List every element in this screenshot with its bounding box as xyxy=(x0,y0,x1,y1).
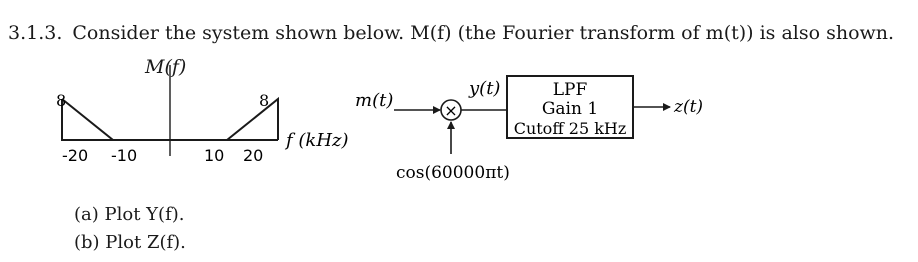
problem-number: 3.1.3. xyxy=(8,22,63,44)
mixer-symbol: × xyxy=(444,101,458,120)
right-triangle xyxy=(227,99,278,140)
spectrum-title: M(f) xyxy=(145,56,187,78)
peak-left-label: 8 xyxy=(56,91,67,110)
part-a: (a) Plot Y(f). xyxy=(74,204,185,225)
left-triangle xyxy=(62,99,113,140)
lpf-cutoff: Cutoff 25 kHz xyxy=(513,119,627,138)
problem-text: Consider the system shown below. M(f) (the Fourier transform of m(t)) is also shown. xyxy=(72,22,895,44)
lpf-gain: Gain 1 xyxy=(541,99,599,119)
tick-label-10: 10 xyxy=(204,146,225,165)
tick-label-neg10: -10 xyxy=(111,146,138,165)
output-label: z(t) xyxy=(674,97,704,117)
peak-right-label: 8 xyxy=(259,91,270,110)
carrier-label: cos(60000πt) xyxy=(396,163,510,183)
part-b: (b) Plot Z(f). xyxy=(74,232,186,253)
f-axis-label: f (kHz) xyxy=(286,130,349,151)
tick-label-20: 20 xyxy=(243,146,264,165)
mixer-output-label: y(t) xyxy=(469,78,501,99)
tick-label-neg20: -20 xyxy=(62,146,89,165)
spectrum-plot xyxy=(62,65,278,156)
lpf-title: LPF xyxy=(552,80,588,100)
input-label: m(t) xyxy=(355,90,394,111)
